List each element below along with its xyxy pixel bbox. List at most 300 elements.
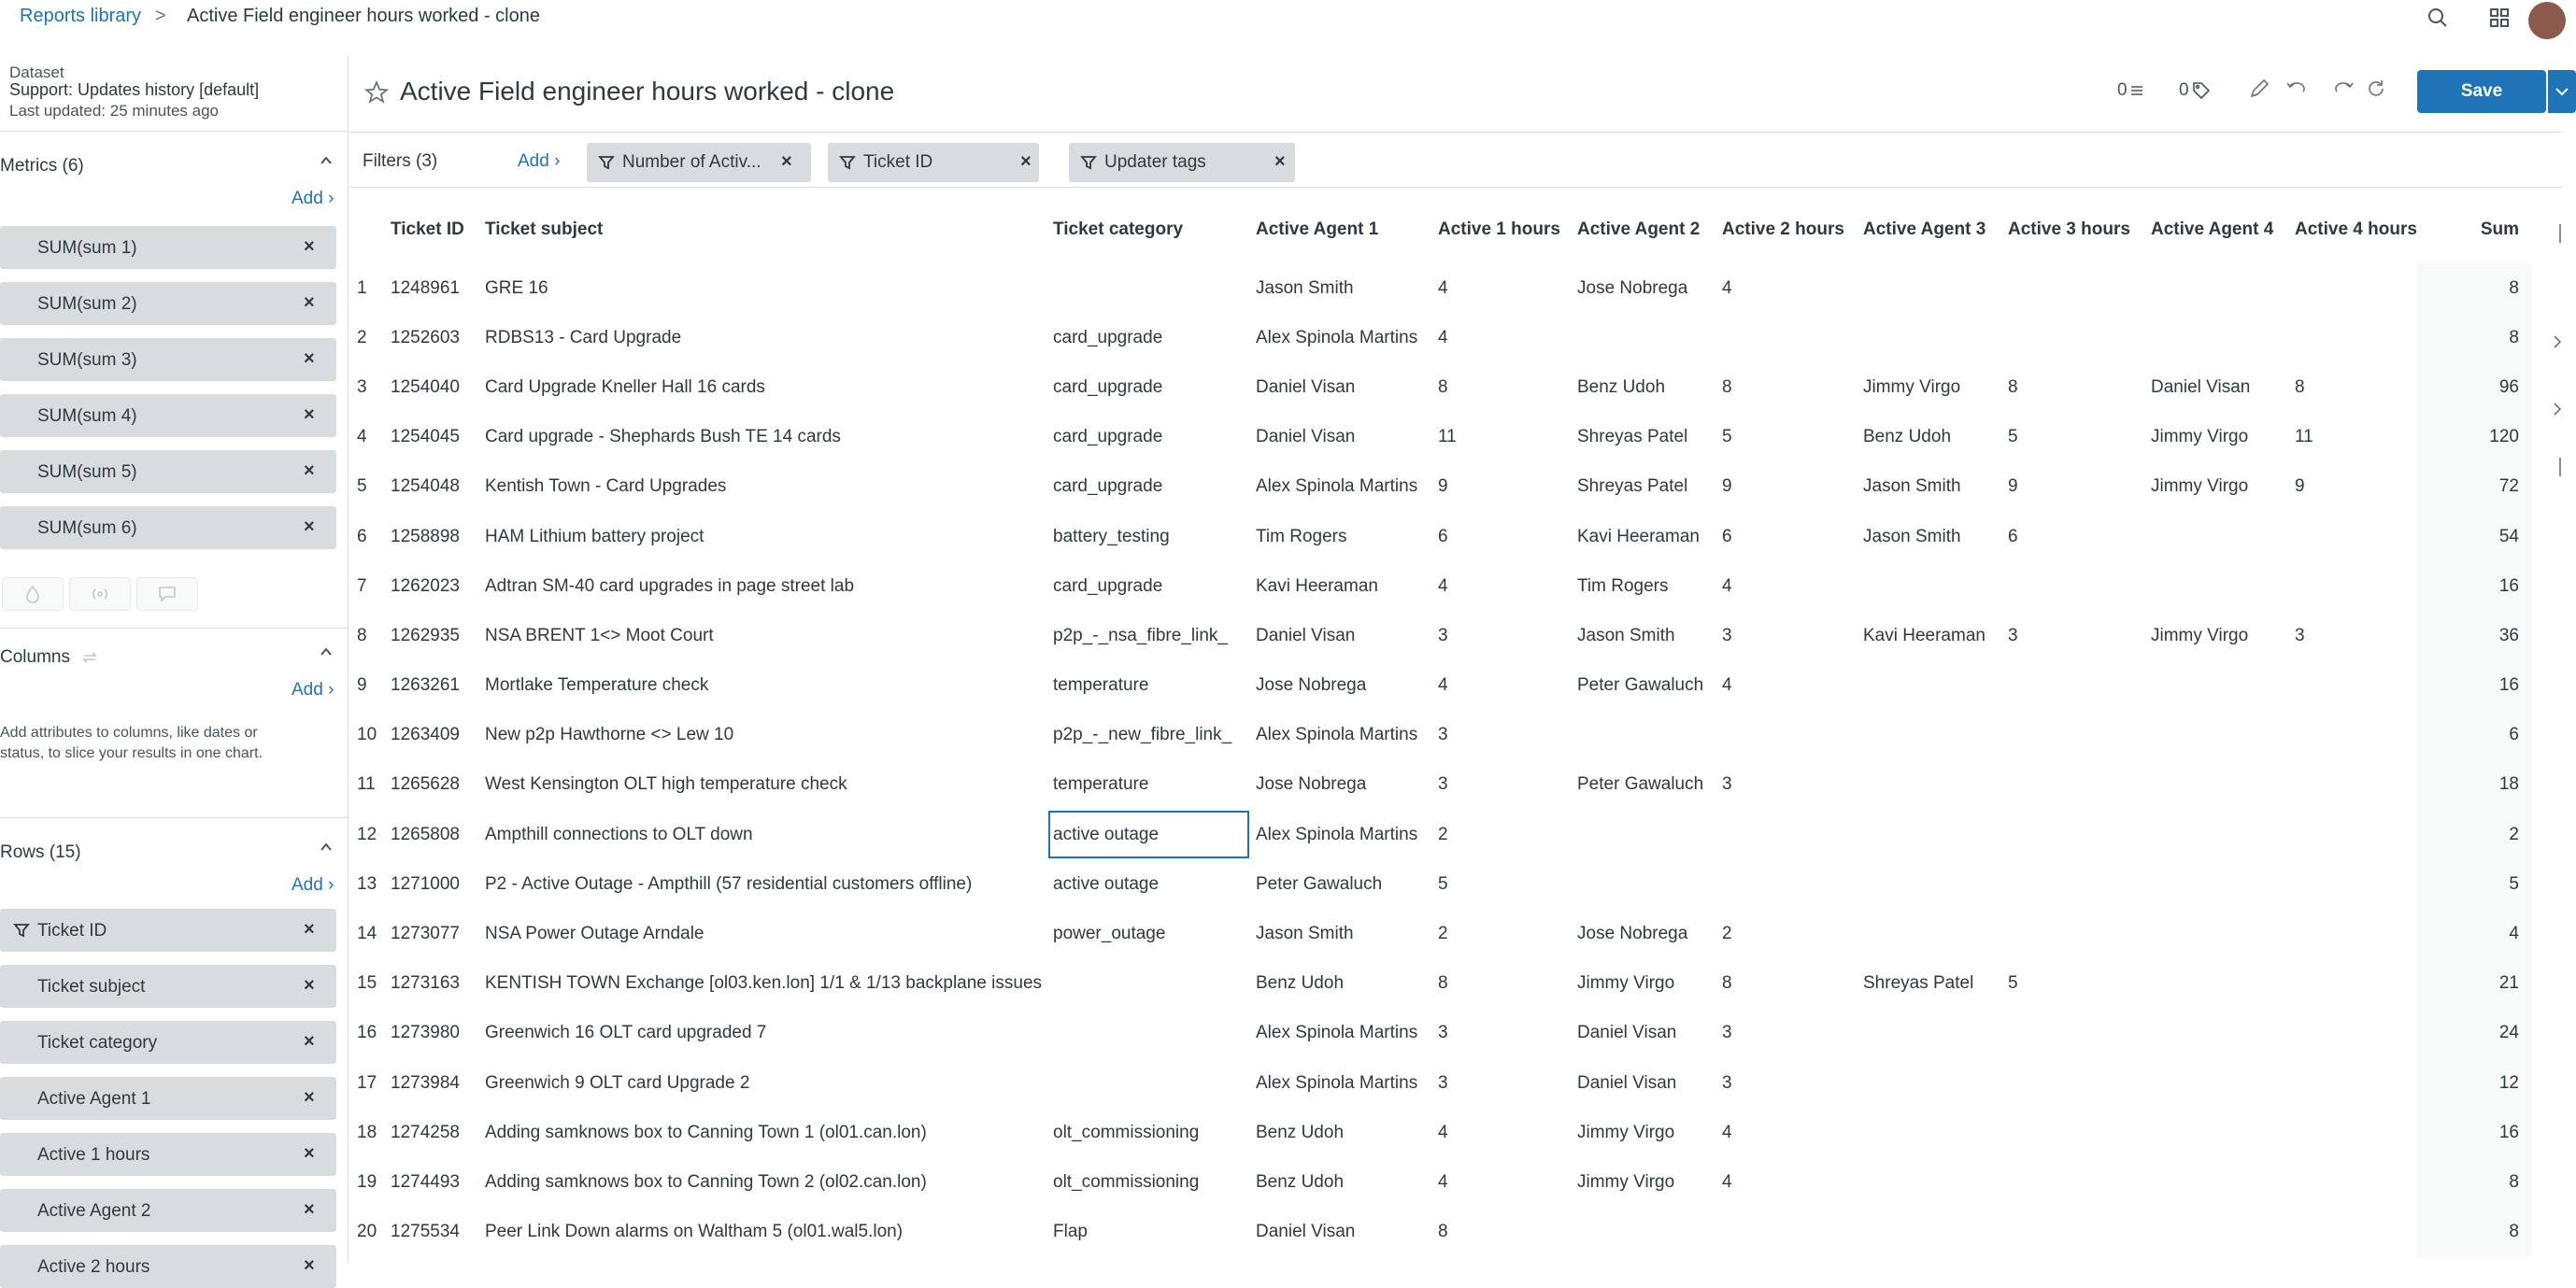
column-header[interactable]: Ticket category	[1053, 219, 1184, 239]
table-cell[interactable]	[2289, 661, 2416, 711]
table-cell[interactable]: 1252603	[391, 327, 460, 347]
table-cell[interactable]: 1262935	[391, 625, 460, 645]
remove-icon[interactable]: ×	[304, 236, 315, 257]
remove-filter-icon[interactable]: ×	[781, 151, 792, 172]
table-cell[interactable]	[2145, 1208, 2289, 1257]
filters-add-link[interactable]: Add ›	[518, 151, 561, 171]
table-cell[interactable]: temperature	[1053, 675, 1149, 696]
collapse-columns-icon[interactable]	[318, 644, 334, 660]
table-cell[interactable]: 3	[2295, 625, 2305, 645]
remove-icon[interactable]: ×	[304, 1087, 315, 1108]
table-cell[interactable]	[1716, 1208, 1857, 1257]
apps-grid-icon[interactable]	[2483, 2, 2515, 34]
table-cell[interactable]	[2002, 909, 2145, 958]
table-cell[interactable]: card_upgrade	[1053, 376, 1163, 397]
table-cell[interactable]: Tim Rogers	[1256, 526, 1347, 546]
column-header[interactable]: Ticket subject	[485, 219, 604, 239]
table-cell[interactable]: 5	[2008, 427, 2018, 447]
table-cell[interactable]: 9	[1438, 476, 1448, 497]
table-cell[interactable]: 9	[2008, 476, 2018, 497]
table-cell[interactable]: Peter Gawaluch	[1256, 873, 1383, 894]
table-cell[interactable]: Benz Udoh	[1256, 973, 1345, 994]
filter-chip[interactable]	[1069, 143, 1295, 182]
broadcast-icon[interactable]	[69, 577, 131, 611]
metrics-add-link[interactable]: Add ›	[292, 189, 334, 208]
table-cell[interactable]	[2145, 263, 2289, 313]
table-cell[interactable]: Alex Spinola Martins	[1256, 725, 1418, 745]
table-cell[interactable]: 11	[2295, 427, 2313, 447]
table-cell[interactable]: Kentish Town - Card Upgrades	[485, 476, 727, 497]
table-cell[interactable]: 6	[1722, 526, 1732, 546]
table-cell[interactable]	[2002, 313, 2145, 362]
table-cell[interactable]	[1716, 313, 1857, 362]
table-cell[interactable]: Kavi Heeraman	[1256, 575, 1378, 596]
table-cell[interactable]: 2	[1438, 824, 1448, 844]
table-cell[interactable]	[1857, 1058, 2002, 1108]
table-cell[interactable]	[2002, 1058, 2145, 1108]
table-cell[interactable]	[2289, 313, 2416, 362]
table-cell[interactable]	[1857, 561, 2002, 611]
table-cell[interactable]: 3	[1438, 725, 1448, 745]
table-cell[interactable]: 2	[1722, 924, 1732, 944]
column-header[interactable]: Active 1 hours	[1438, 219, 1560, 239]
table-cell[interactable]: Kavi Heeraman	[1577, 526, 1700, 546]
table-cell[interactable]: 120	[2416, 413, 2532, 462]
table-cell[interactable]: Shreyas Patel	[1577, 476, 1688, 497]
table-cell[interactable]: 1248961	[391, 277, 460, 298]
comments-count-button[interactable]	[2117, 80, 2143, 101]
column-header[interactable]: Active 4 hours	[2295, 219, 2417, 239]
remove-icon[interactable]: ×	[304, 919, 315, 940]
table-cell[interactable]: 1265808	[391, 824, 460, 844]
table-cell[interactable]	[1572, 313, 1716, 362]
table-cell[interactable]	[2002, 760, 2145, 810]
table-cell[interactable]: card_upgrade	[1053, 476, 1163, 497]
table-cell[interactable]	[2289, 1009, 2416, 1058]
table-cell[interactable]: NSA BRENT 1<> Moot Court	[485, 625, 714, 645]
table-cell[interactable]: Jimmy Virgo	[1863, 376, 1961, 397]
table-cell[interactable]: olt_commissioning	[1053, 1171, 1200, 1192]
table-cell[interactable]: 3	[1722, 625, 1732, 645]
collapse-metrics-icon[interactable]	[318, 152, 334, 169]
table-cell[interactable]	[1047, 1009, 1250, 1058]
table-cell[interactable]	[2289, 760, 2416, 810]
table-cell[interactable]	[2145, 760, 2289, 810]
table-cell[interactable]: Jason Smith	[1256, 924, 1354, 944]
breadcrumb-reports-library[interactable]: Reports library	[20, 6, 142, 26]
table-cell[interactable]: Peter Gawaluch	[1577, 774, 1704, 795]
table-cell[interactable]	[2289, 1157, 2416, 1207]
table-cell[interactable]	[2145, 859, 2289, 909]
table-cell[interactable]: battery_testing	[1053, 526, 1170, 546]
metric-chip[interactable]	[0, 506, 336, 549]
table-cell[interactable]: 4	[1438, 575, 1448, 596]
table-cell[interactable]: Adding samknows box to Canning Town 1 (ol01.can.lon)	[485, 1122, 927, 1142]
table-cell[interactable]: 1265628	[391, 774, 460, 795]
table-cell[interactable]: 1258898	[391, 526, 460, 546]
table-cell[interactable]: 16	[2416, 1108, 2532, 1157]
table-cell[interactable]: Ampthill connections to OLT down	[485, 824, 753, 844]
table-cell[interactable]: 5	[2416, 859, 2532, 909]
table-cell[interactable]	[2289, 561, 2416, 611]
table-cell[interactable]: 4	[1722, 575, 1732, 596]
table-cell[interactable]	[2145, 1058, 2289, 1108]
table-cell[interactable]: 8	[1438, 973, 1448, 994]
table-cell[interactable]: Daniel Visan	[1577, 1023, 1677, 1043]
row-chip[interactable]	[0, 1245, 336, 1288]
table-cell[interactable]: KENTISH TOWN Exchange [ol03.ken.lon] 1/1 & 1/13 backplane issues	[485, 973, 1043, 994]
table-cell[interactable]: 4	[1722, 675, 1732, 696]
remove-icon[interactable]: ×	[304, 1255, 315, 1276]
table-cell[interactable]: 24	[2416, 1009, 2532, 1058]
table-cell[interactable]: 18	[2416, 760, 2532, 810]
table-cell[interactable]: RDBS13 - Card Upgrade	[485, 327, 682, 347]
table-cell[interactable]	[1716, 810, 1857, 859]
dataset-name[interactable]: Support: Updates history [default]	[9, 80, 260, 99]
table-cell[interactable]: 36	[2416, 611, 2532, 660]
table-cell[interactable]: 2	[2416, 810, 2532, 859]
table-cell[interactable]: GRE 16	[485, 277, 548, 298]
remove-icon[interactable]: ×	[304, 460, 315, 481]
table-cell[interactable]: 8	[2416, 263, 2532, 313]
table-cell[interactable]: 4	[1722, 277, 1732, 298]
table-cell[interactable]: 6	[2416, 711, 2532, 760]
table-cell[interactable]: 4	[2416, 909, 2532, 958]
table-cell[interactable]: 1254045	[391, 427, 460, 447]
undo-icon[interactable]	[2285, 78, 2310, 103]
table-cell[interactable]: 4	[1722, 1171, 1732, 1192]
column-header[interactable]: Active Agent 4	[2151, 219, 2274, 239]
metric-chip[interactable]	[0, 338, 336, 381]
table-cell[interactable]: Adding samknows box to Canning Town 2 (ol02.can.lon)	[485, 1171, 927, 1192]
table-cell[interactable]: 54	[2416, 512, 2532, 561]
table-cell[interactable]: active outage	[1053, 873, 1160, 894]
table-cell[interactable]: Shreyas Patel	[1863, 973, 1974, 994]
table-cell[interactable]: Alex Spinola Martins	[1256, 476, 1418, 497]
star-icon[interactable]	[364, 80, 389, 105]
table-cell[interactable]: 4	[1438, 1171, 1448, 1192]
table-cell[interactable]: Jimmy Virgo	[1577, 1122, 1675, 1142]
table-cell[interactable]: 3	[2008, 625, 2018, 645]
table-cell[interactable]: temperature	[1053, 774, 1149, 795]
table-cell[interactable]	[2145, 711, 2289, 760]
table-cell[interactable]	[1047, 263, 1250, 313]
table-cell[interactable]	[2289, 909, 2416, 958]
table-cell[interactable]	[1857, 1157, 2002, 1207]
table-cell[interactable]	[2145, 1009, 2289, 1058]
row-chip[interactable]	[0, 1133, 336, 1176]
table-cell[interactable]: 16	[2416, 661, 2532, 711]
table-cell[interactable]: 8	[2416, 313, 2532, 362]
table-cell[interactable]: 4	[1438, 327, 1448, 347]
table-cell[interactable]	[2289, 1058, 2416, 1108]
table-cell[interactable]: Benz Udoh	[1256, 1171, 1345, 1192]
table-cell[interactable]	[2002, 859, 2145, 909]
table-cell[interactable]	[1857, 760, 2002, 810]
table-cell[interactable]	[2002, 263, 2145, 313]
table-cell[interactable]: 1274493	[391, 1171, 460, 1192]
save-options-chevron-icon[interactable]	[2548, 70, 2576, 113]
table-cell[interactable]: 1262023	[391, 575, 460, 596]
table-cell[interactable]: 8	[1438, 376, 1448, 397]
remove-icon[interactable]: ×	[304, 1143, 315, 1164]
table-cell[interactable]: Benz Udoh	[1863, 427, 1952, 447]
table-cell[interactable]: Peer Link Down alarms on Waltham 5 (ol01.wal5.lon)	[485, 1222, 904, 1242]
table-cell[interactable]: 4	[1438, 675, 1448, 696]
redo-icon[interactable]	[2334, 78, 2358, 103]
table-cell[interactable]	[1857, 1009, 2002, 1058]
remove-icon[interactable]: ×	[304, 1199, 315, 1220]
table-cell[interactable]: 1273163	[391, 973, 460, 994]
metric-chip[interactable]	[0, 450, 336, 493]
table-cell[interactable]: 3	[1722, 1023, 1732, 1043]
table-cell[interactable]: 1263261	[391, 675, 460, 696]
table-cell[interactable]	[2289, 959, 2416, 1009]
table-cell[interactable]	[1716, 859, 1857, 909]
metric-chip[interactable]	[0, 394, 336, 437]
row-chip[interactable]	[0, 1077, 336, 1120]
table-cell[interactable]: Mortlake Temperature check	[485, 675, 709, 696]
remove-icon[interactable]: ×	[304, 975, 315, 996]
table-cell[interactable]	[1857, 1108, 2002, 1157]
table-cell[interactable]: 1275534	[391, 1222, 460, 1242]
avatar[interactable]	[2528, 2, 2566, 39]
table-cell[interactable]: Daniel Visan	[1256, 376, 1356, 397]
table-cell[interactable]: 1271000	[391, 873, 460, 894]
remove-filter-icon[interactable]: ×	[1020, 151, 1032, 172]
table-cell[interactable]: Jason Smith	[1577, 625, 1675, 645]
table-cell[interactable]: Daniel Visan	[1256, 1222, 1356, 1242]
table-cell[interactable]: 2	[1438, 924, 1448, 944]
table-cell[interactable]: 4	[1722, 1122, 1732, 1142]
table-cell[interactable]: p2p_-_nsa_fibre_link_	[1053, 625, 1228, 645]
table-cell[interactable]: 6	[2008, 526, 2018, 546]
table-cell[interactable]	[1857, 859, 2002, 909]
table-cell[interactable]: Alex Spinola Martins	[1256, 327, 1418, 347]
table-cell[interactable]	[2002, 1208, 2145, 1257]
table-cell[interactable]	[2002, 711, 2145, 760]
collapse-rows-icon[interactable]	[318, 839, 334, 856]
remove-icon[interactable]: ×	[304, 348, 315, 369]
table-cell[interactable]: Daniel Visan	[1256, 625, 1356, 645]
table-cell[interactable]: Daniel Visan	[1577, 1072, 1677, 1093]
table-cell[interactable]: 5	[2008, 973, 2018, 994]
row-chip[interactable]	[0, 1189, 336, 1232]
table-cell[interactable]	[2289, 810, 2416, 859]
tags-count-button[interactable]	[2179, 80, 2211, 101]
column-header[interactable]: Sum	[2480, 219, 2519, 239]
comment-icon[interactable]	[136, 577, 198, 611]
table-cell[interactable]	[2289, 711, 2416, 760]
table-cell[interactable]: 1254040	[391, 376, 460, 397]
table-cell[interactable]	[2002, 1157, 2145, 1207]
table-cell[interactable]	[2289, 1208, 2416, 1257]
table-cell[interactable]: Alex Spinola Martins	[1256, 1023, 1418, 1043]
table-cell[interactable]: 8	[2416, 1157, 2532, 1207]
table-cell[interactable]: olt_commissioning	[1053, 1122, 1200, 1142]
table-cell[interactable]: Alex Spinola Martins	[1256, 824, 1418, 844]
table-cell[interactable]: Jimmy Virgo	[1577, 973, 1675, 994]
remove-filter-icon[interactable]: ×	[1274, 151, 1286, 172]
table-cell[interactable]	[2145, 1108, 2289, 1157]
row-chip[interactable]	[0, 965, 336, 1008]
table-cell[interactable]: Jimmy Virgo	[2151, 476, 2249, 497]
table-cell[interactable]	[2145, 1157, 2289, 1207]
column-header[interactable]: Active 2 hours	[1722, 219, 1844, 239]
column-header[interactable]: Active Agent 1	[1256, 219, 1379, 239]
table-cell[interactable]: HAM Lithium battery project	[485, 526, 704, 546]
table-cell[interactable]: Kavi Heeraman	[1863, 625, 1985, 645]
refresh-icon[interactable]	[2366, 78, 2390, 103]
table-cell[interactable]	[2002, 561, 2145, 611]
table-cell[interactable]: 8	[1722, 973, 1732, 994]
table-cell[interactable]	[2002, 810, 2145, 859]
filter-chip[interactable]	[828, 143, 1039, 182]
table-cell[interactable]: active outage	[1047, 810, 1250, 859]
table-cell[interactable]	[1857, 711, 2002, 760]
table-cell[interactable]: Jose Nobrega	[1256, 774, 1367, 795]
table-cell[interactable]	[2002, 1108, 2145, 1157]
table-cell[interactable]: Tim Rogers	[1577, 575, 1669, 596]
table-cell[interactable]: Adtran SM-40 card upgrades in page street lab	[485, 575, 855, 596]
remove-icon[interactable]: ×	[304, 1031, 315, 1052]
table-cell[interactable]	[1047, 1058, 1250, 1108]
table-cell[interactable]: 11	[1438, 427, 1457, 447]
table-cell[interactable]: NSA Power Outage Arndale	[485, 924, 704, 944]
table-cell[interactable]: Jose Nobrega	[1577, 277, 1688, 298]
table-cell[interactable]: 8	[2295, 376, 2305, 397]
table-cell[interactable]: 6	[1438, 526, 1448, 546]
table-cell[interactable]: 96	[2416, 362, 2532, 412]
table-cell[interactable]: Jason Smith	[1256, 277, 1354, 298]
search-icon[interactable]	[2422, 2, 2454, 34]
table-cell[interactable]: West Kensington OLT high temperature check	[485, 774, 847, 795]
table-cell[interactable]: 1273077	[391, 924, 460, 944]
table-cell[interactable]: Jason Smith	[1863, 476, 1961, 497]
row-chip[interactable]	[0, 909, 336, 952]
table-cell[interactable]: Jose Nobrega	[1577, 924, 1688, 944]
table-cell[interactable]	[1572, 1208, 1716, 1257]
table-cell[interactable]: 3	[1722, 774, 1732, 795]
table-cell[interactable]: card_upgrade	[1053, 575, 1163, 596]
table-cell[interactable]: Greenwich 16 OLT card upgraded 7	[485, 1023, 767, 1043]
columns-add-link[interactable]: Add ›	[292, 680, 334, 700]
table-cell[interactable]	[1716, 711, 1857, 760]
table-cell[interactable]	[1857, 1208, 2002, 1257]
table-cell[interactable]: Jose Nobrega	[1256, 675, 1367, 696]
metric-chip[interactable]	[0, 226, 336, 269]
table-cell[interactable]: 4	[1438, 277, 1448, 298]
table-cell[interactable]	[2145, 661, 2289, 711]
table-cell[interactable]: card_upgrade	[1053, 427, 1163, 447]
table-cell[interactable]: Benz Udoh	[1577, 376, 1666, 397]
table-cell[interactable]: 21	[2416, 959, 2532, 1009]
table-cell[interactable]: 8	[1722, 376, 1732, 397]
table-cell[interactable]: Greenwich 9 OLT card Upgrade 2	[485, 1072, 750, 1093]
table-cell[interactable]: 1254048	[391, 476, 460, 497]
table-cell[interactable]	[2145, 561, 2289, 611]
table-cell[interactable]	[1857, 313, 2002, 362]
table-cell[interactable]: card_upgrade	[1053, 327, 1163, 347]
table-cell[interactable]: 3	[1722, 1072, 1732, 1093]
table-cell[interactable]: Flap	[1053, 1222, 1088, 1242]
table-cell[interactable]	[1857, 661, 2002, 711]
column-header[interactable]: Active Agent 3	[1863, 219, 1986, 239]
table-cell[interactable]	[2145, 512, 2289, 561]
table-cell[interactable]	[1857, 263, 2002, 313]
table-cell[interactable]	[2145, 313, 2289, 362]
remove-icon[interactable]: ×	[304, 517, 315, 537]
table-cell[interactable]: 3	[1438, 1023, 1448, 1043]
metric-chip[interactable]	[0, 282, 336, 325]
table-cell[interactable]: 8	[2416, 1208, 2532, 1257]
table-cell[interactable]: Jason Smith	[1863, 526, 1961, 546]
table-cell[interactable]: Jimmy Virgo	[2151, 625, 2249, 645]
table-cell[interactable]: Peter Gawaluch	[1577, 675, 1704, 696]
table-cell[interactable]: 12	[2416, 1058, 2532, 1108]
column-header[interactable]: Active 3 hours	[2008, 219, 2130, 239]
table-cell[interactable]	[1857, 810, 2002, 859]
table-cell[interactable]	[2289, 859, 2416, 909]
table-cell[interactable]	[2145, 959, 2289, 1009]
table-cell[interactable]: Card upgrade - Shephards Bush TE 14 cards	[485, 427, 841, 447]
table-cell[interactable]	[2289, 263, 2416, 313]
table-cell[interactable]: p2p_-_new_fibre_link_	[1053, 725, 1232, 745]
table-cell[interactable]	[2289, 1108, 2416, 1157]
table-cell[interactable]	[2289, 512, 2416, 561]
table-cell[interactable]: Alex Spinola Martins	[1256, 1072, 1418, 1093]
table-cell[interactable]	[2002, 1009, 2145, 1058]
table-cell[interactable]: Benz Udoh	[1256, 1122, 1345, 1142]
table-cell[interactable]: 3	[1438, 625, 1448, 645]
table-cell[interactable]: Daniel Visan	[1256, 427, 1356, 447]
table-cell[interactable]: 1263409	[391, 725, 460, 745]
column-header[interactable]: Active Agent 2	[1577, 219, 1701, 239]
table-cell[interactable]: Jimmy Virgo	[1577, 1171, 1675, 1192]
drop-icon[interactable]	[2, 577, 64, 611]
swap-icon[interactable]	[80, 650, 99, 665]
table-cell[interactable]: 16	[2416, 561, 2532, 611]
table-cell[interactable]: 5	[1722, 427, 1732, 447]
table-cell[interactable]: P2 - Active Outage - Ampthill (57 residential customers offline)	[485, 873, 973, 894]
table-cell[interactable]: 8	[1438, 1222, 1448, 1242]
table-cell[interactable]	[1047, 959, 1250, 1009]
edit-icon[interactable]	[2249, 78, 2273, 103]
table-cell[interactable]: power_outage	[1053, 924, 1166, 944]
table-cell[interactable]: 3	[1438, 774, 1448, 795]
table-cell[interactable]: 5	[1438, 873, 1448, 894]
table-cell[interactable]	[1572, 810, 1716, 859]
table-cell[interactable]: Card Upgrade Kneller Hall 16 cards	[485, 376, 765, 397]
table-cell[interactable]: 1273980	[391, 1023, 460, 1043]
table-cell[interactable]: 72	[2416, 462, 2532, 512]
table-cell[interactable]: 8	[2008, 376, 2018, 397]
table-cell[interactable]	[2145, 810, 2289, 859]
column-header[interactable]: Ticket ID	[391, 219, 464, 239]
table-cell[interactable]: Daniel Visan	[2151, 376, 2251, 397]
table-cell[interactable]: Jimmy Virgo	[2151, 427, 2249, 447]
row-chip[interactable]	[0, 1021, 336, 1064]
scroll-indicator[interactable]	[2549, 196, 2562, 476]
table-cell[interactable]: 3	[1438, 1072, 1448, 1093]
remove-icon[interactable]: ×	[304, 404, 315, 425]
filter-chip[interactable]	[587, 143, 811, 182]
table-cell[interactable]: New p2p Hawthorne <> Lew 10	[485, 725, 734, 745]
rows-add-link[interactable]: Add ›	[292, 875, 334, 895]
table-cell[interactable]: 1274258	[391, 1122, 460, 1142]
table-cell[interactable]	[2002, 661, 2145, 711]
table-cell[interactable]	[1857, 909, 2002, 958]
